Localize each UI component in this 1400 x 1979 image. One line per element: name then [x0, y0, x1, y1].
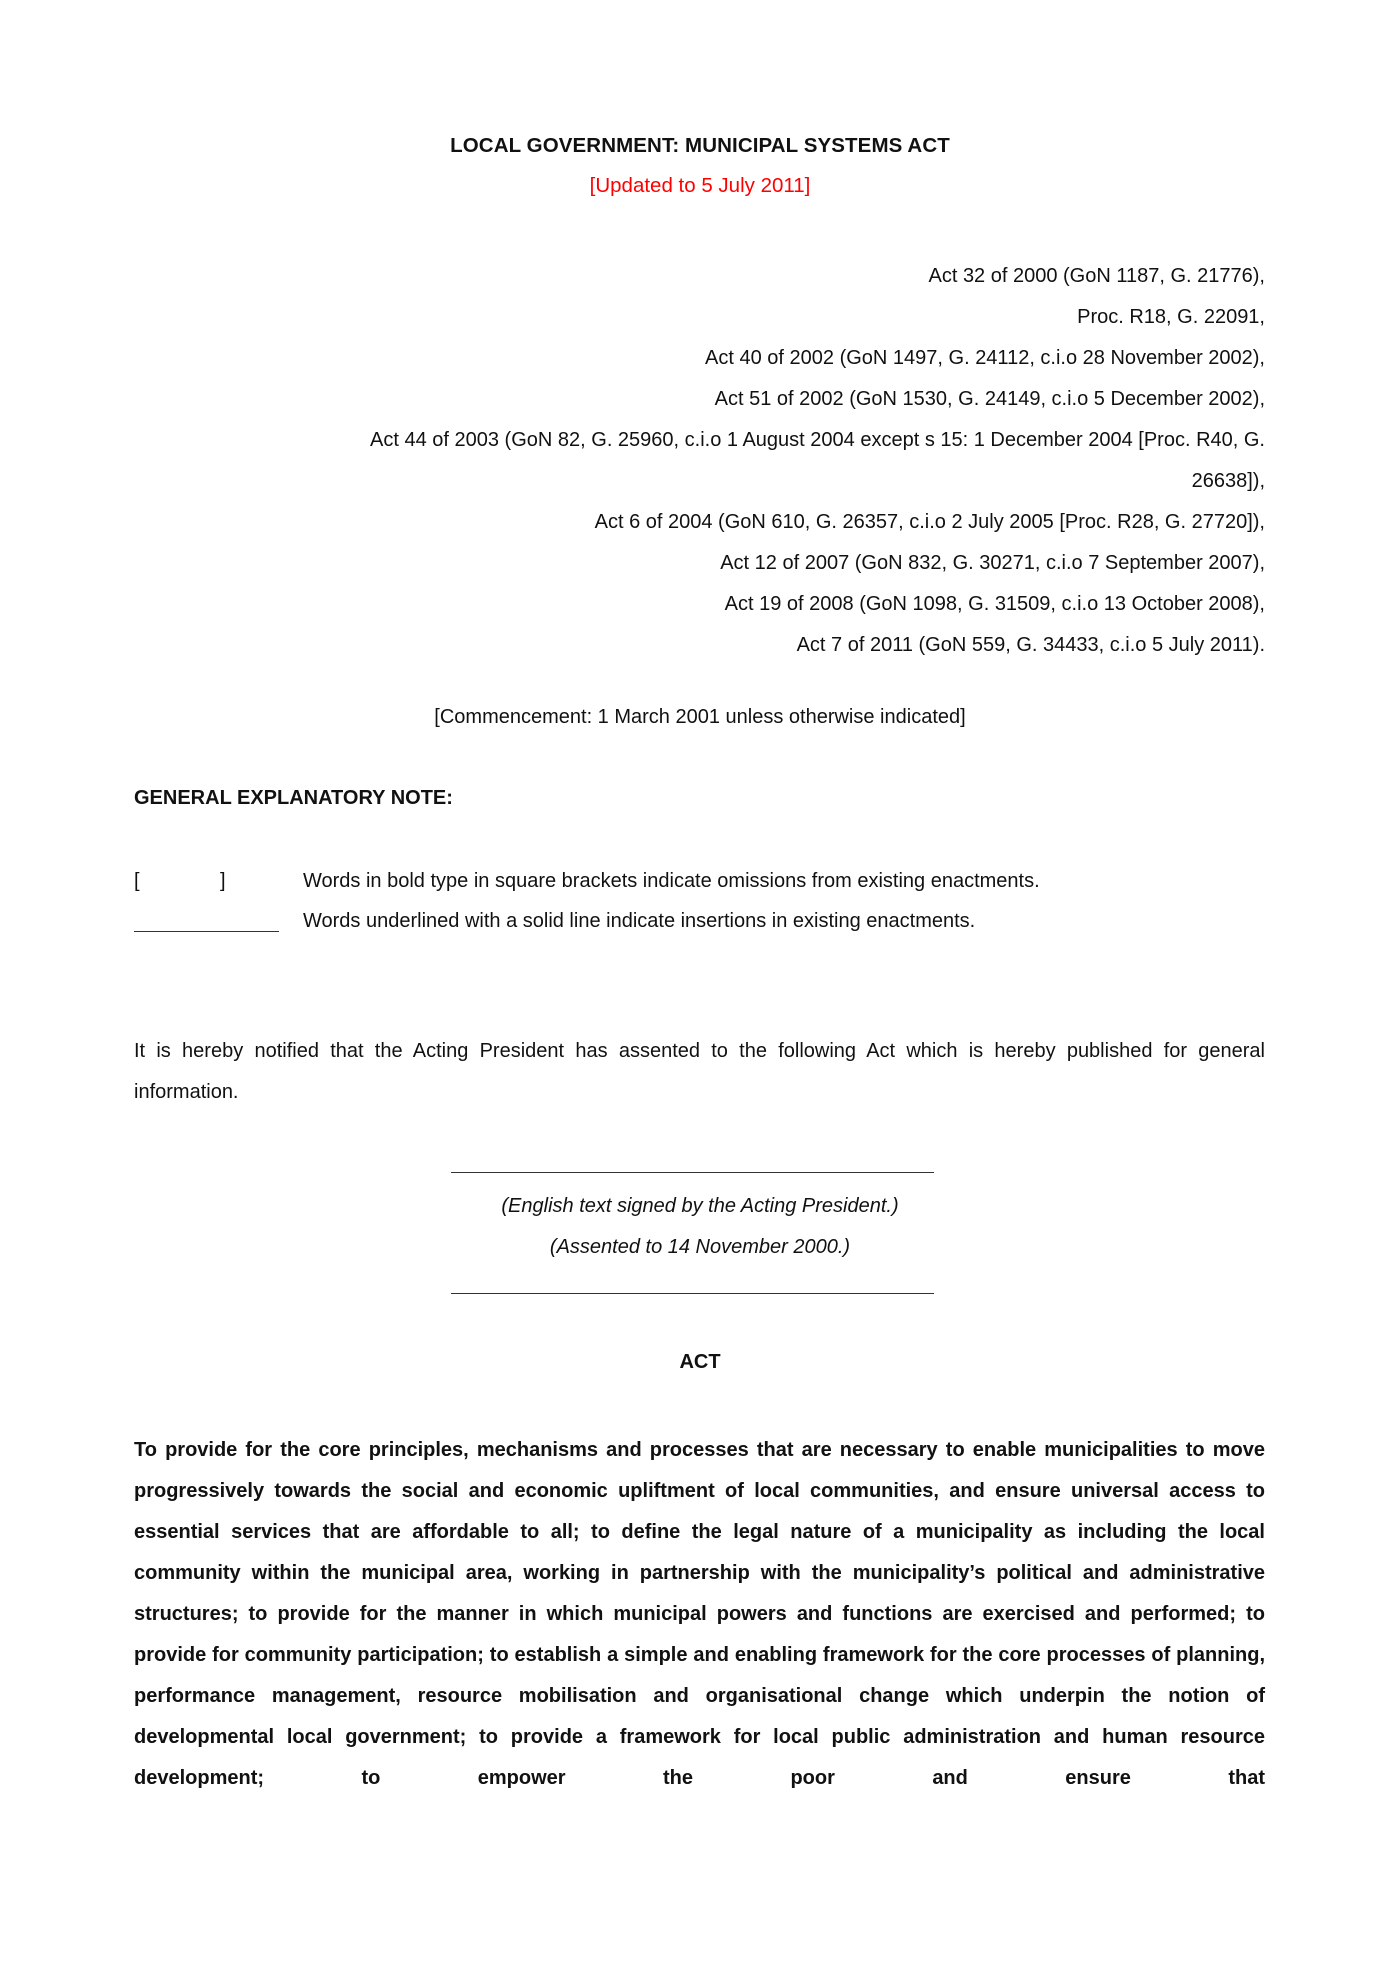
citation-line: Act 6 of 2004 (GoN 610, G. 26357, c.i.o 2 July 2005 [Proc. R28, G. 27720]), [594, 511, 1265, 533]
legend-text: Words in bold type in square brackets indicate omissions from existing enactments. [303, 870, 1040, 892]
assented-note: (Assented to 14 November 2000.) [549, 1236, 851, 1258]
citation-line: Act 51 of 2002 (GoN 1530, G. 24149, c.i.o 5 December 2002), [714, 388, 1265, 410]
commencement-note: [Commencement: 1 March 2001 unless otherwise indicated] [434, 706, 966, 728]
general-note-heading: GENERAL EXPLANATORY NOTE: [134, 787, 453, 809]
bracket-close: ] [220, 870, 226, 892]
divider-rule [451, 1293, 934, 1294]
citation-line: Act 32 of 2000 (GoN 1187, G. 21776), [928, 265, 1265, 287]
amendment-citations [125, 256, 1265, 666]
citation-line: Act 40 of 2002 (GoN 1497, G. 24112, c.i.o 28 November 2002), [705, 347, 1265, 369]
assent-notice: It is hereby notified that the Acting President has assented to the following Act which is hereby published for general information. [134, 1040, 1265, 1103]
document-title: LOCAL GOVERNMENT: MUNICIPAL SYSTEMS ACT [450, 134, 950, 157]
signed-note: (English text signed by the Acting President.) [501, 1195, 899, 1217]
citation-line: Act 44 of 2003 (GoN 82, G. 25960, c.i.o 1 August 2004 except s 15: 1 December 2004 [Proc. R40, G. [370, 429, 1265, 451]
bracket-open: [ [134, 870, 140, 892]
citation-line: Act 12 of 2007 (GoN 832, G. 30271, c.i.o 7 September 2007), [720, 552, 1265, 574]
act-heading: ACT [679, 1351, 721, 1373]
citation-line: 26638]), [1191, 470, 1265, 492]
updated-notice: [Updated to 5 July 2011] [589, 174, 811, 197]
citation-line: Act 7 of 2011 (GoN 559, G. 34433, c.i.o 5 July 2011). [796, 634, 1265, 656]
underline-line [134, 931, 279, 932]
citation-line: Proc. R18, G. 22091, [1077, 306, 1265, 328]
long-title-paragraph: To provide for the core principles, mechanisms and processes that are necessary to enable municipalities to move progressively towards the social and economic upliftment of local communities, and ensure universal access to essential services that are affordable to all; to define the legal nature of a municipality as including the local community within the municipal area, working in partnership with the municipality’s political and administrative structures; to provide for the manner in which municipal powers and functions are exercised and performed; to provide for community participation; to establish a simple and enabling framework for the core processes of planning, performance management, resource mobilisation and organisational change which underpin the notion of developmental local government; to provide a framework for local public administration and human resource development; to empower the poor and ensure that [134, 1439, 1265, 1789]
divider-rule [451, 1172, 934, 1173]
legend-text: Words underlined with a solid line indicate insertions in existing enactments. [303, 910, 976, 932]
citation-line: Act 19 of 2008 (GoN 1098, G. 31509, c.i.o 13 October 2008), [724, 593, 1265, 615]
